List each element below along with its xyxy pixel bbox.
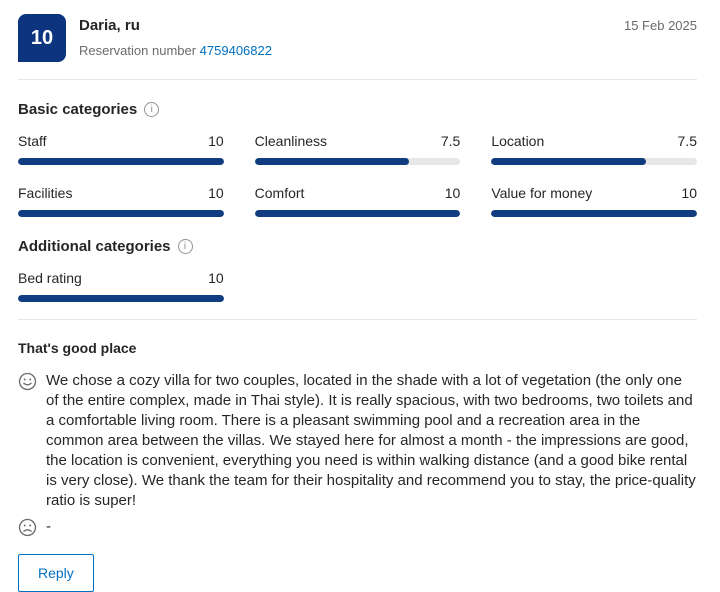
category-bed-rating [18, 270, 224, 302]
rating-bar [18, 295, 224, 302]
guest-info [79, 14, 272, 58]
category-facilities [18, 185, 224, 217]
rating-bar [18, 158, 224, 165]
category-value: 10 [444, 185, 461, 201]
review-date: 15 Feb 2025 [623, 18, 697, 33]
review-score-badge: 10 [18, 14, 66, 62]
happy-face-icon [18, 372, 37, 391]
category-location [491, 133, 697, 165]
category-value: 7.5 [677, 133, 697, 149]
sad-face-icon [18, 518, 37, 537]
category-label: Bed rating [18, 270, 82, 286]
category-staff [18, 133, 224, 165]
category-value-for-money [491, 185, 697, 217]
rating-bar [491, 158, 697, 165]
category-label: Comfort [254, 185, 305, 201]
basic-categories-grid [18, 133, 697, 217]
rating-bar-fill [491, 210, 697, 217]
review-title: That's good place [18, 340, 137, 356]
category-label: Location [491, 133, 545, 149]
category-label: Cleanliness [254, 133, 328, 149]
guest-name: Daria, ru [79, 17, 140, 34]
rating-bar [255, 210, 461, 217]
categories-divider [18, 319, 697, 320]
rating-bar-fill [18, 158, 224, 165]
rating-bar-fill [491, 158, 645, 165]
category-value: 10 [208, 270, 224, 286]
reservation-label: Reservation number [79, 43, 200, 58]
info-icon[interactable]: i [178, 239, 193, 254]
category-label: Staff [18, 133, 47, 149]
basic-categories-header [18, 101, 697, 118]
positive-review-row [18, 371, 697, 511]
positive-review-text: We chose a cozy villa for two couples, located in the shade with a lot of vegetation (the only one of the entire complex, made in Thai style). It is really spacious, with two bedrooms, two toilets and a comfortable living room. There is a pleasant swimming pool and a recreation area in the common area between the villas. We stayed here for almost a month - the impressions are good, the location is convenient, everything you need is within walking distance (and a good bike rental is very close). We thank the team for their hospitality and recommend you to stay, the price-quality ratio is super! [46, 372, 696, 509]
rating-bar [255, 158, 461, 165]
additional-categories-title: Additional categories [18, 238, 171, 255]
category-value: 10 [208, 133, 224, 149]
basic-categories-title: Basic categories [18, 101, 138, 118]
rating-bar [18, 210, 224, 217]
info-icon[interactable]: i [144, 102, 159, 117]
negative-review-text: - [46, 518, 51, 535]
category-label: Facilities [18, 185, 73, 201]
category-label: Value for money [491, 185, 593, 201]
rating-bar-fill [18, 295, 224, 302]
category-value: 7.5 [440, 133, 461, 149]
category-value: 10 [681, 185, 697, 201]
reply-button[interactable]: Reply [18, 554, 94, 592]
additional-categories-header [18, 238, 697, 255]
reservation-number-link[interactable]: 4759406822 [199, 43, 272, 58]
additional-categories-grid [18, 270, 697, 302]
rating-bar-fill [255, 210, 461, 217]
review-header [18, 14, 697, 62]
rating-bar-fill [18, 210, 224, 217]
rating-bar-fill [255, 158, 409, 165]
negative-review-row [18, 517, 697, 537]
category-cleanliness [255, 133, 461, 165]
category-value: 10 [208, 185, 224, 201]
header-divider [18, 79, 697, 80]
category-comfort [255, 185, 461, 217]
rating-bar [491, 210, 697, 217]
reservation-line [79, 43, 272, 58]
